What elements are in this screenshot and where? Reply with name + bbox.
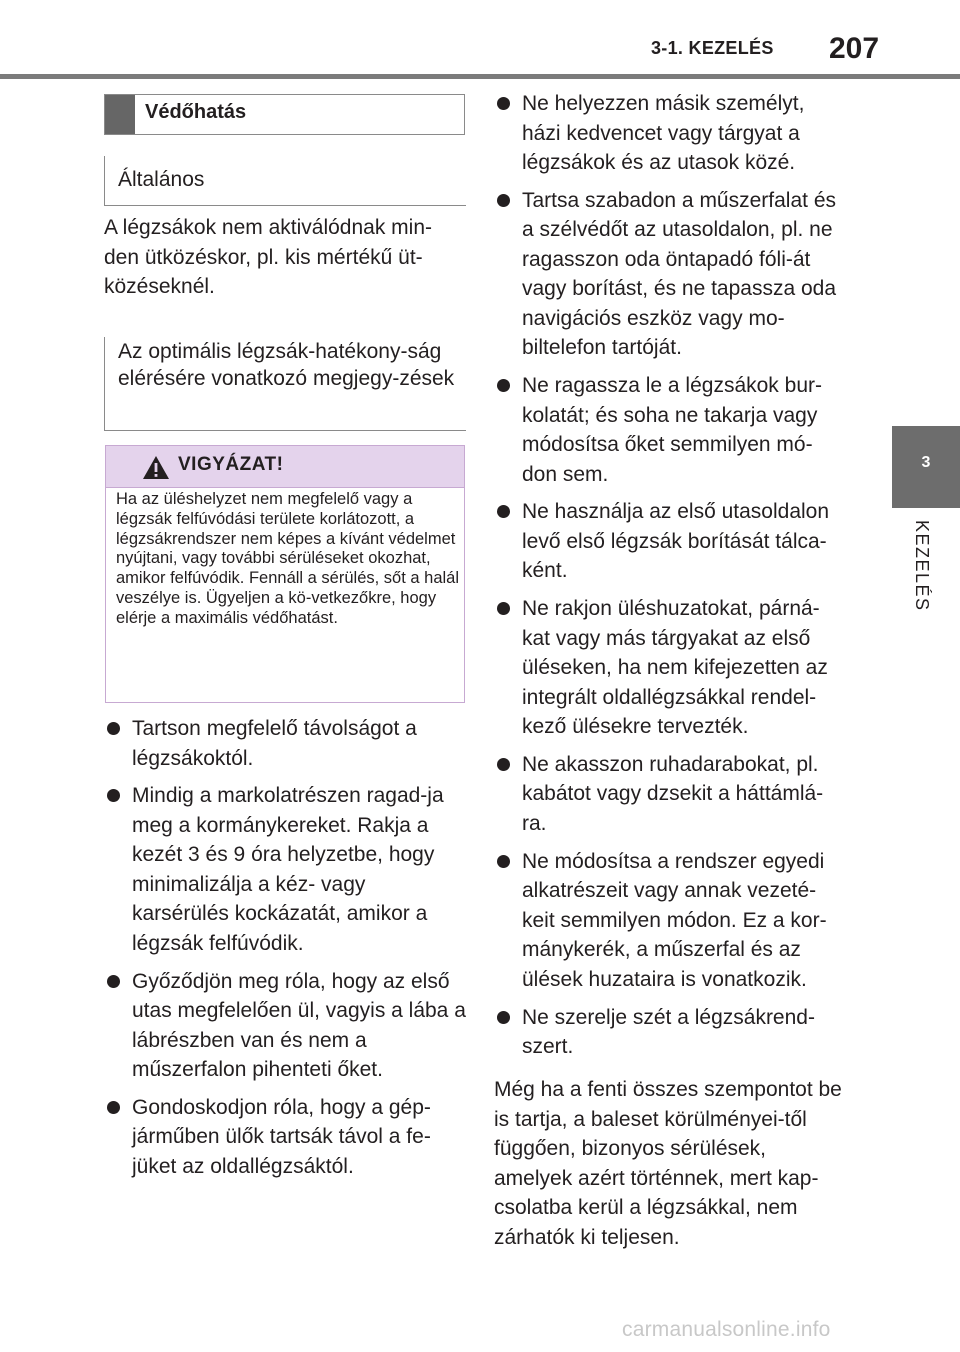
bullet-dot-icon bbox=[497, 505, 510, 518]
subheading-general-text: Általános bbox=[118, 168, 205, 191]
list-item bbox=[494, 186, 846, 363]
chapter-tab-number: 3 bbox=[921, 454, 931, 471]
warning-body: Ha az üléshelyzet nem megfelelő vagy a légzsák felfúvódási területe korlátozott, a légzsákrendszer nem képes a kívánt védelmet nyújtani, vagy további sérüléseket okozhat, amikor felfúvódik. Fennáll a sérülés, sőt a halál veszélye is. Ügyeljen a kö-vetkezőkre, hogy elérje a maximális védőhatást. bbox=[116, 490, 460, 627]
subheading-notes-text: Az optimális légzsák-hatékony-ság elérésére vonatkozó megjegy-zések bbox=[118, 340, 455, 390]
bullet-dot-icon bbox=[107, 975, 120, 988]
warning-triangle-icon bbox=[142, 455, 170, 480]
list-item-text: Ne szerelje szét a légzsákrend-szert. bbox=[522, 1005, 815, 1059]
list-item-text: Ne rakjon üléshuzatokat, párná-kat vagy más tárgyakat az első üléseken, ha nem kifejezetten az integrált oldallégzsákkal rendel-kező ülésekre tervezték. bbox=[522, 597, 828, 739]
section-title-bar bbox=[105, 95, 135, 134]
list-item bbox=[104, 1093, 466, 1182]
list-item-text: Gondoskodjon róla, hogy a gép-járműben ülők tartsák távol a fe-jüket az oldallégzsáktól. bbox=[132, 1095, 431, 1178]
list-item bbox=[494, 847, 846, 995]
page-header-section-title: 3-1. KEZELÉS bbox=[651, 38, 774, 58]
list-item-text: Ne ragassza le a légzsákok bur-kolatát; és soha ne takarja vagy módosítsa őket semmilyen mó-don sem. bbox=[522, 374, 822, 486]
list-item-text: Ne helyezzen másik személyt, házi kedvencet vagy tárgyat a légzsákok és az utasok közé. bbox=[522, 92, 805, 174]
bullet-dot-icon bbox=[497, 97, 510, 110]
bullet-dot-icon bbox=[497, 758, 510, 771]
bullet-dot-icon bbox=[497, 379, 510, 392]
warning-title: VIGYÁZAT! bbox=[178, 454, 284, 475]
list-item-text: Ne módosítsa a rendszer egyedi alkatrészeit vagy annak vezeté-keit semmilyen módon. Ez a kor-mánykerék, a műszerfal és az ülések huzataira is vonatkozik. bbox=[522, 849, 827, 991]
subheading-general bbox=[104, 156, 466, 206]
list-item-text: Mindig a markolatrészen ragad-ja meg a kormánykereket. Rakja a kezét 3 és 9 óra helyzetbe, hogy minimalizálja a kéz- vagy karsérülés kockázatát, amikor a légzsák felfúvódik. bbox=[132, 784, 444, 955]
page-number: 207 bbox=[829, 32, 880, 65]
bullet-dot-icon bbox=[107, 789, 120, 802]
paragraph-general bbox=[104, 213, 466, 302]
list-item bbox=[494, 1003, 846, 1062]
list-item-text: Ne használja az első utasoldalon levő első légzsák borítását tálca-ként. bbox=[522, 500, 830, 583]
list-item bbox=[104, 781, 466, 958]
section-title: Védőhatás bbox=[145, 101, 247, 123]
list-item bbox=[104, 714, 466, 773]
chapter-side-tab bbox=[892, 426, 960, 508]
list-item bbox=[494, 750, 846, 839]
watermark: carmanualsonline.info bbox=[622, 1318, 831, 1341]
list-item-text: Tartson megfelelő távolságot a légzsákoktól. bbox=[132, 717, 417, 770]
list-item bbox=[494, 89, 846, 178]
bullet-dot-icon bbox=[107, 722, 120, 735]
subheading-notes bbox=[104, 337, 466, 431]
list-item-text: Győződjön meg róla, hogy az első utas megfelelően ül, vagyis a lába a lábrészben van és nem a műszerfalon pihenteti őket. bbox=[132, 969, 466, 1082]
list-item bbox=[494, 594, 846, 742]
bullet-dot-icon bbox=[497, 194, 510, 207]
paragraph-general-text: A légzsákok nem aktiválódnak min-den ütközéskor, pl. kis mértékű üt-közéseknél. bbox=[104, 216, 432, 298]
header-rule bbox=[0, 74, 960, 79]
chapter-side-label: KEZELÉS bbox=[912, 520, 932, 612]
warning-header bbox=[106, 446, 464, 488]
list-item-text: Ne akasszon ruhadarabokat, pl. kabátot vagy dzsekit a háttámlá-ra. bbox=[522, 752, 824, 835]
bullet-list-left bbox=[104, 714, 466, 1190]
paragraph-final: Még ha a fenti összes szempontot be is tartja, a baleset körülményei-től függően, bizonyos sérülések, amelyek azért történnek, mert kap-csolatba kerül a légzsákkal, nem zárhatók ki teljesen. bbox=[494, 1078, 842, 1249]
bullet-dot-icon bbox=[497, 1011, 510, 1024]
list-item bbox=[104, 967, 466, 1085]
bullet-dot-icon bbox=[107, 1101, 120, 1114]
bullet-list-right bbox=[494, 89, 846, 1070]
list-item bbox=[494, 497, 846, 586]
list-item-text: Tartsa szabadon a műszerfalat és a szélvédőt az utasoldalon, pl. ne ragasszon oda öntapadó fóli-át vagy borítást, és ne tapassza oda navigációs eszköz vagy mo-biltelefon tartóját. bbox=[522, 188, 837, 360]
list-item bbox=[494, 371, 846, 489]
bullet-dot-icon bbox=[497, 602, 510, 615]
bullet-dot-icon bbox=[497, 855, 510, 868]
section-title-box bbox=[104, 94, 465, 135]
warning-box bbox=[105, 445, 465, 703]
